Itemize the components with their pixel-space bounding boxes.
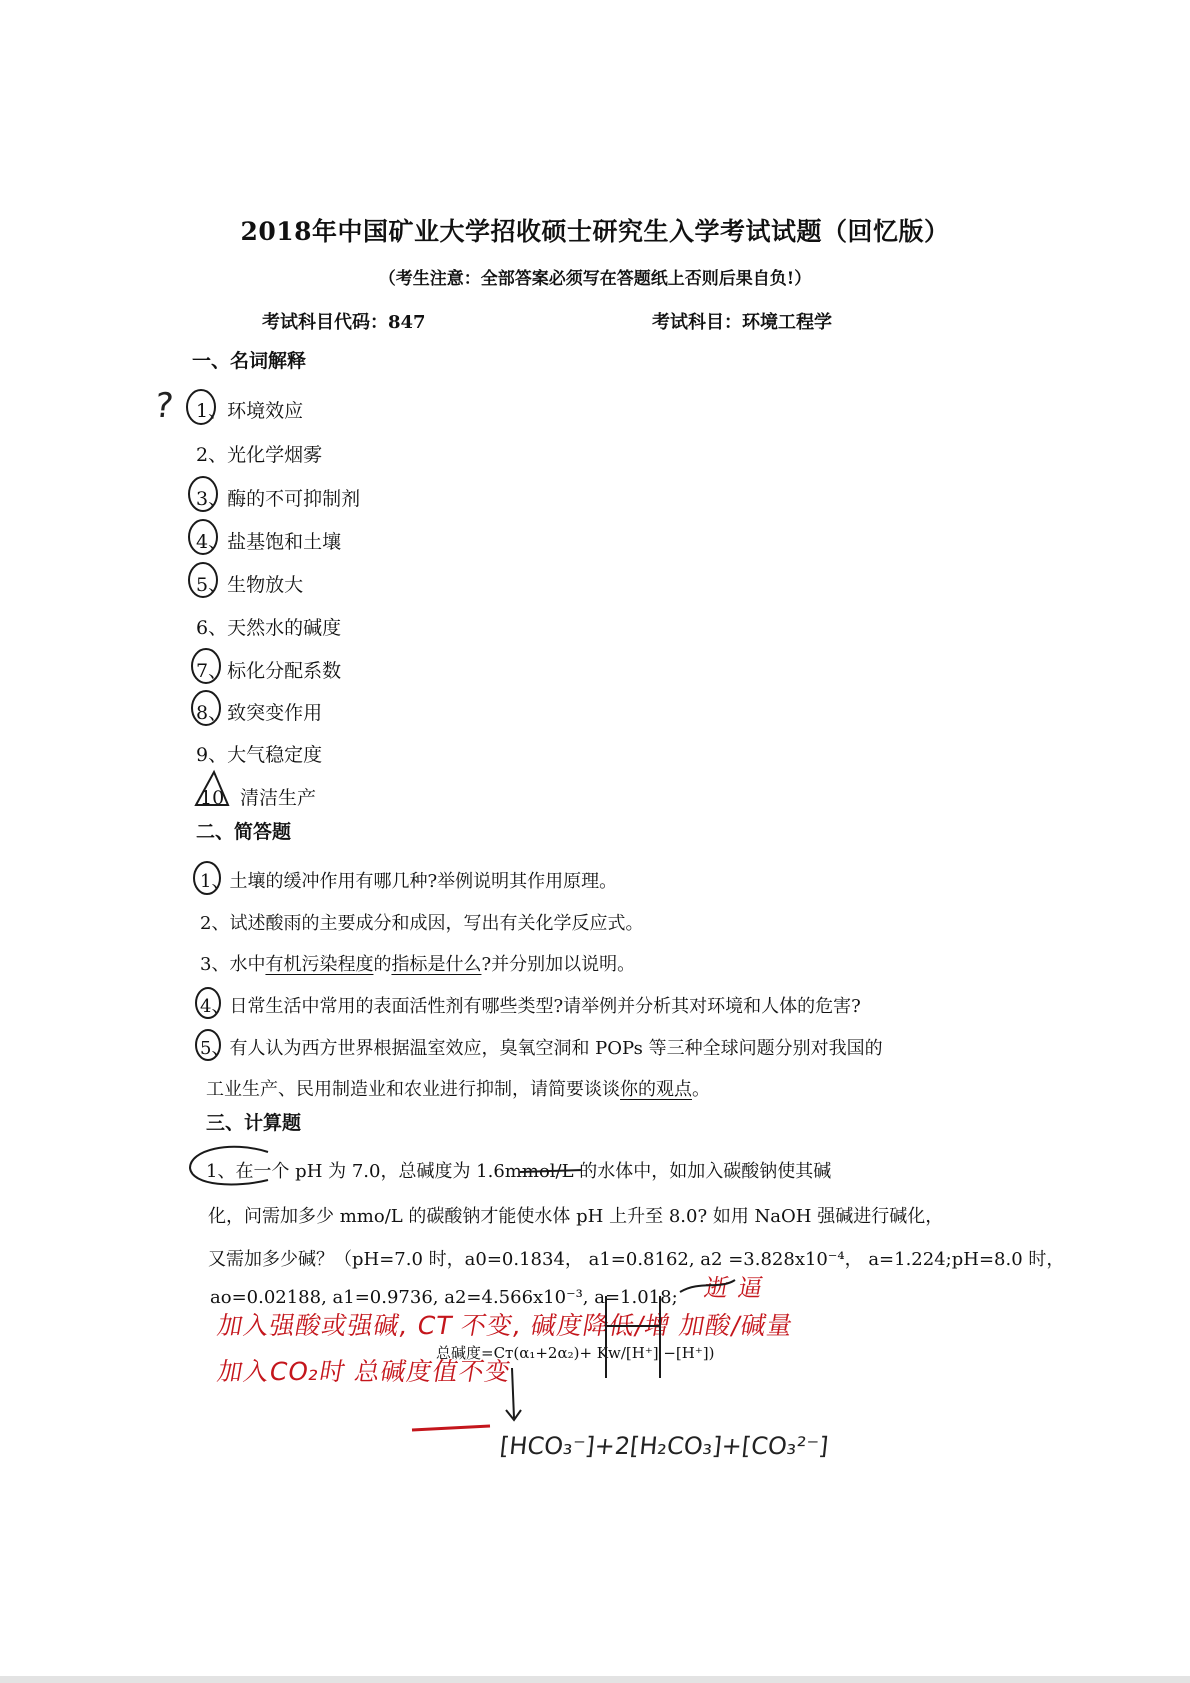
term-text: 盐基饱和土壤 xyxy=(227,531,342,553)
term-number: 9、 xyxy=(196,744,228,766)
short-answer-q5-line1: 5、有人认为西方世界根据温室效应，臭氧空洞和 POPs 等三种全球问题分别对我国的 xyxy=(200,1038,883,1059)
term-text: 致突变作用 xyxy=(227,702,323,724)
term-text: 天然水的碱度 xyxy=(227,617,342,639)
q3-underlined: 有机污染程度 xyxy=(265,954,374,975)
calc-q1-line2: 化，问需加多少 mmo/L 的碳酸钠才能使水体 pH 上升至 8.0? 如用 NaOH 强碱进行碱化， xyxy=(208,1206,944,1227)
term-number: 6、 xyxy=(196,617,228,639)
alkalinity-formula: 总碱度=Cт(α₁+2α₂)+ Kw/[H⁺] −[H⁺]) xyxy=(436,1344,715,1362)
underline-mark xyxy=(520,1170,582,1172)
circle-mark xyxy=(192,691,220,725)
page-bottom-shadow xyxy=(0,1676,1190,1683)
q5-part: 。 xyxy=(692,1079,710,1100)
term-number: 1、 xyxy=(196,400,228,422)
circle-mark xyxy=(189,563,217,597)
term-number: 7、 xyxy=(196,660,228,682)
subject-name: 考试科目：环境工程学 xyxy=(652,312,832,333)
red-note-line2: 加入CO₂时 总碱度值不变 xyxy=(215,1357,514,1386)
q3-part: ?并分别加以说明。 xyxy=(481,954,636,975)
circle-mark xyxy=(189,477,217,511)
exam-title: 2018年中国矿业大学招收硕士研究生入学考试试题（回忆版） xyxy=(240,217,950,246)
q5-underlined: 你的观点 xyxy=(620,1079,692,1100)
red-note-line1: 加入强酸或强碱, CT 不变, 碱度降低/增 加酸/碱量 xyxy=(215,1311,796,1340)
q3-part: 3、水中 xyxy=(200,954,266,975)
short-answer-q4: 4、日常生活中常用的表面活性剂有哪些类型?请举例并分析其对环境和人体的危害? xyxy=(200,996,861,1017)
term-text: 大气稳定度 xyxy=(227,744,323,766)
red-underline-mark xyxy=(412,1426,490,1430)
circle-mark xyxy=(194,862,220,894)
term-text: 光化学烟雾 xyxy=(227,444,323,466)
circle-mark xyxy=(196,1030,220,1060)
subject-code: 考试科目代码：847 xyxy=(262,312,426,333)
circle-mark xyxy=(190,1147,268,1185)
q5-part: 工业生产、民用制造业和农业进行抑制，请简要谈谈 xyxy=(206,1079,620,1100)
arrow-mark xyxy=(506,1368,521,1420)
term-number: 4、 xyxy=(196,531,228,553)
section-heading-terms: 一、名词解释 xyxy=(192,350,307,372)
term-text: 环境效应 xyxy=(227,400,304,422)
exam-notice: （考生注意：全部答案必须写在答题纸上否则后果自负!） xyxy=(378,269,812,289)
term-text: 标化分配系数 xyxy=(227,660,342,682)
term-number: 8、 xyxy=(196,702,228,724)
term-text: 酶的不可抑制剂 xyxy=(227,488,361,510)
circle-mark xyxy=(189,520,217,554)
calc-q1-line4: ao=0.02188, a1=0.9736, a2=4.566x10⁻³, a=1.018; xyxy=(210,1287,678,1308)
term-number: 10 xyxy=(200,787,225,809)
term-number: 2、 xyxy=(196,444,228,466)
black-note-formula: [HCO₃⁻]+2[H₂CO₃]+[CO₃²⁻] xyxy=(498,1432,830,1460)
circle-mark xyxy=(187,390,215,424)
short-answer-q1: 1、土壤的缓冲作用有哪几种?举例说明其作用原理。 xyxy=(200,871,618,892)
term-text: 生物放大 xyxy=(227,574,304,596)
circle-mark xyxy=(196,988,220,1018)
section-heading-short-answer: 二、简答题 xyxy=(196,821,292,843)
q3-underlined: 指标是什么 xyxy=(391,954,482,975)
calc-q1-line3: 又需加多少碱？（pH=7.0 时，a0=0.1834， a1=0.8162, a2 =3.828x10⁻⁴， a=1.224;pH=8.0 时， xyxy=(208,1249,1065,1270)
term-number: 3、 xyxy=(196,488,228,510)
term-text: 清洁生产 xyxy=(240,787,317,809)
calc-q1-line1: 1、在一个 pH 为 7.0，总碱度为 1.6mmol/L 的水体中，如加入碳酸钠使其碱 xyxy=(206,1161,832,1182)
question-mark-note: ? xyxy=(152,386,176,426)
red-note-above: 逝 逼 xyxy=(702,1274,766,1302)
circle-mark xyxy=(192,649,220,683)
short-answer-q2: 2、试述酸雨的主要成分和成因，写出有关化学反应式。 xyxy=(200,913,644,934)
term-number: 5、 xyxy=(196,574,228,596)
triangle-mark xyxy=(196,772,228,805)
bracket-mark xyxy=(606,1296,660,1378)
hook-mark xyxy=(680,1280,735,1292)
section-heading-calculation: 三、计算题 xyxy=(206,1112,302,1134)
q3-part: 的 xyxy=(373,954,392,975)
